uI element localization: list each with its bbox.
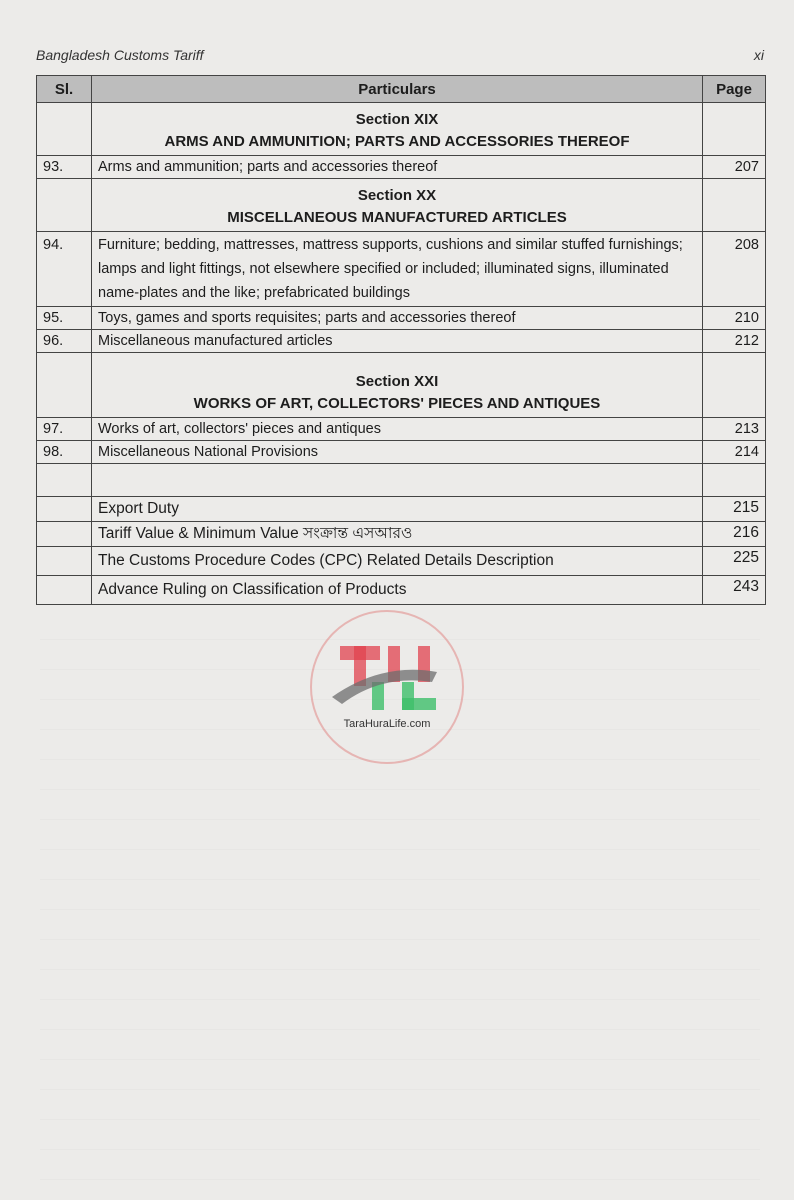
row-text: The Customs Procedure Codes (CPC) Related Details Description xyxy=(92,547,703,576)
row-text: Arms and ammunition; parts and accessories thereof xyxy=(92,156,703,179)
section-title: MISCELLANEOUS MANUFACTURED ARTICLES xyxy=(227,209,567,226)
row-sl: 97. xyxy=(37,418,92,441)
table-row xyxy=(37,418,766,441)
running-title: Bangladesh Customs Tariff xyxy=(36,47,204,63)
row-text: Export Duty xyxy=(92,497,703,522)
row-text: Miscellaneous manufactured articles xyxy=(92,330,703,353)
table-row xyxy=(37,156,766,179)
table-header xyxy=(37,76,766,103)
section-title: WORKS OF ART, COLLECTORS' PIECES AND ANTIQUES xyxy=(193,395,601,412)
section-title: ARMS AND AMMUNITION; PARTS AND ACCESSORIES THEREOF xyxy=(164,133,630,150)
row-page: 243 xyxy=(703,576,766,605)
row-page: 216 xyxy=(703,522,766,547)
contents-table xyxy=(36,75,766,605)
table-row xyxy=(37,307,766,330)
col-page: Page xyxy=(703,76,766,103)
spacer-row xyxy=(37,464,766,497)
row-sl: 98. xyxy=(37,441,92,464)
row-sl: 95. xyxy=(37,307,92,330)
row-text: Works of art, collectors' pieces and antiques xyxy=(92,418,703,441)
col-particulars: Particulars xyxy=(92,76,703,103)
row-page: 208 xyxy=(703,232,766,307)
row-page: 207 xyxy=(703,156,766,179)
row-text: Toys, games and sports requisites; parts and accessories thereof xyxy=(92,307,703,330)
col-sl: Sl. xyxy=(37,76,92,103)
section-heading xyxy=(37,179,766,232)
row-page: 213 xyxy=(703,418,766,441)
row-text: Advance Ruling on Classification of Products xyxy=(92,576,703,605)
table-row xyxy=(37,547,766,576)
table-row xyxy=(37,232,766,307)
row-sl: 93. xyxy=(37,156,92,179)
row-sl: 96. xyxy=(37,330,92,353)
section-label: Section XX xyxy=(357,187,437,204)
row-page: 210 xyxy=(703,307,766,330)
row-page: 225 xyxy=(703,547,766,576)
table-row xyxy=(37,441,766,464)
table-row xyxy=(37,497,766,522)
thl-logo-icon xyxy=(332,642,442,712)
table-row xyxy=(37,522,766,547)
row-sl: 94. xyxy=(37,232,92,307)
section-heading xyxy=(37,353,766,418)
section-label: Section XIX xyxy=(355,111,439,128)
row-page: 215 xyxy=(703,497,766,522)
row-page: 212 xyxy=(703,330,766,353)
section-label: Section XXI xyxy=(355,373,439,390)
section-heading xyxy=(37,103,766,156)
watermark-logo xyxy=(310,610,464,764)
row-text: Miscellaneous National Provisions xyxy=(92,441,703,464)
row-text: Furniture; bedding, mattresses, mattress supports, cushions and similar stuffed furnishings; lamps and light fittings, not elsewhere specified or included; illuminated signs, illuminated name-plates and the like; prefabricated buildings xyxy=(92,232,703,307)
table-row xyxy=(37,576,766,605)
row-page: 214 xyxy=(703,441,766,464)
page-number: xi xyxy=(753,47,764,63)
watermark-site: TaraHuraLife.com xyxy=(343,718,431,730)
row-text: Tariff Value & Minimum Value সংক্রান্ত এসআরও xyxy=(92,522,703,547)
table-row xyxy=(37,330,766,353)
